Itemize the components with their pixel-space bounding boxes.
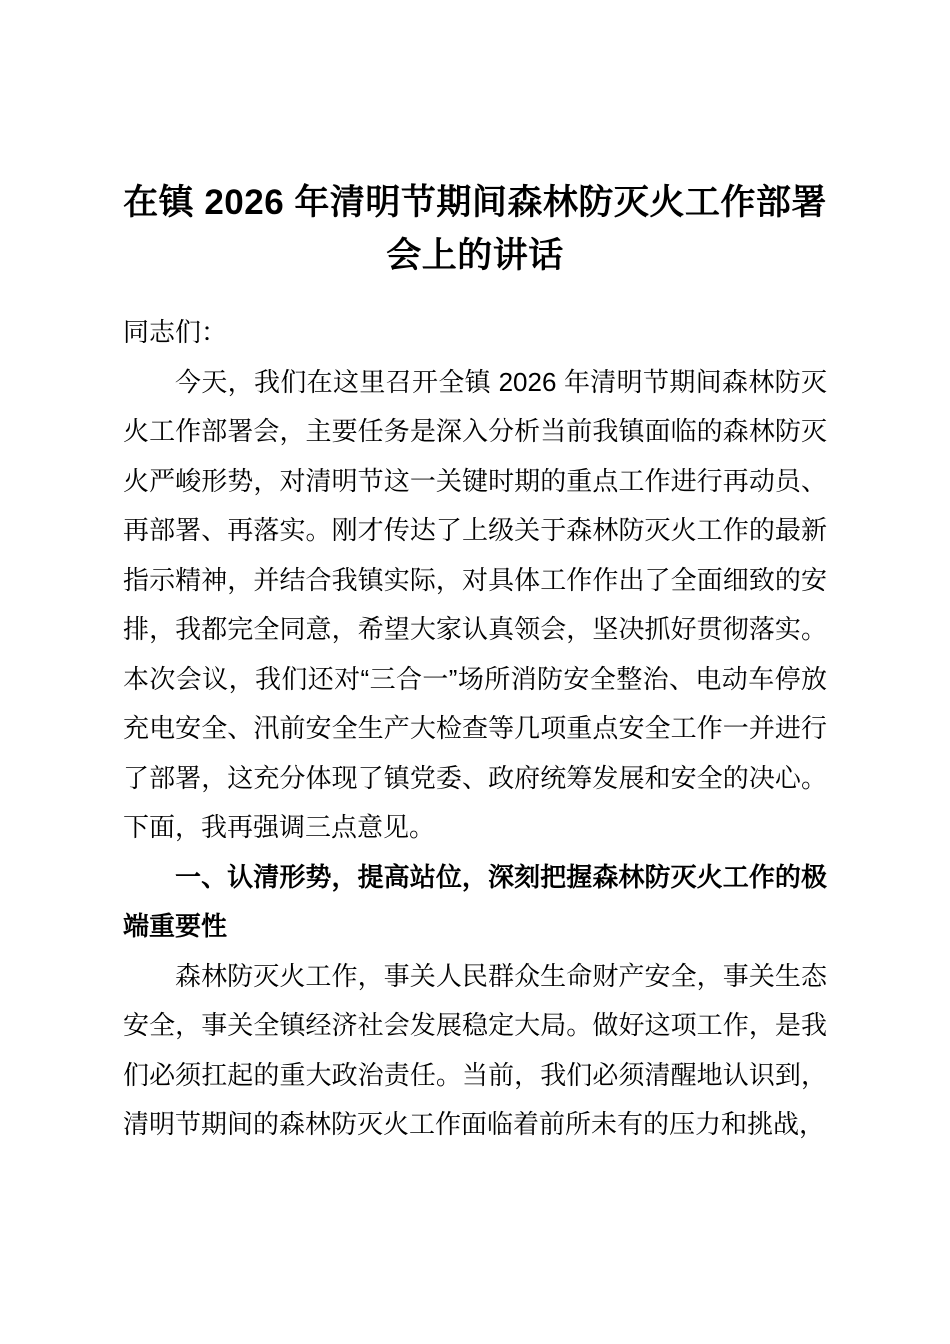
salutation: 同志们：: [123, 317, 228, 347]
paragraph-opening: 今天，我们在这里召开全镇 2026 年清明节期间森林防灭火工作部署会，主要任务是深入分析当前我镇面临的森林防灭火严峻形势，对清明节这一关键时期的重点工作进行再动员、再部署、再落实。刚才传达了上级关于森林防灭火工作的最新指示精神，并结合我镇实际，对具体工作作出了全面细致的安排，我都完全同意，希望大家认真领会，坚决抓好贯彻落实。本次会议，我们还对“三合一”场所消防安全整治、电动车停放充电安全、汛前安全生产大检查等几项重点安全工作一并进行了部署，这充分体现了镇党委、政府统筹发展和安全的决心。下面，我再强调三点意见。: [123, 366, 827, 842]
section-heading-one: 一、认清形势，提高站位，深刻把握森林防灭火工作的极端重要性: [123, 861, 827, 941]
paragraph-importance: 森林防灭火工作，事关人民群众生命财产安全，事关生态安全，事关全镇经济社会发展稳定大局。做好这项工作，是我们必须扛起的重大政治责任。当前，我们必须清醒地认识到，清明节期间的森林防灭火工作面临着前所未有的压力和挑战，: [123, 960, 827, 1139]
document-body: [123, 308, 827, 1150]
document-title: 在镇 2026 年清明节期间森林防灭火工作部署会上的讲话: [123, 183, 827, 275]
